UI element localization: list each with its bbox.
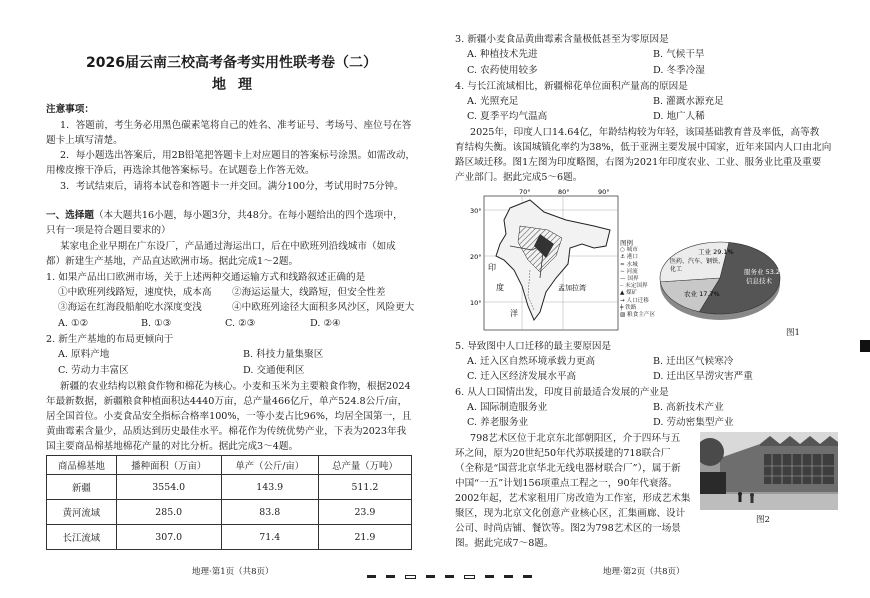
lat-label: 20° <box>470 253 482 261</box>
table-cell: 新疆 <box>47 475 117 500</box>
question-1: 1. 如果产品出口欧洲市场，关于上述两种交通运输方式和线路叙述正确的是 <box>46 272 366 283</box>
section-heading <box>46 209 403 222</box>
legend-item: ∼ 河流 <box>620 268 638 275</box>
lat-label: 30° <box>470 207 482 215</box>
cotton-table <box>46 455 412 550</box>
legend-item: ▨ 粮食主产区 <box>620 312 656 319</box>
stem-line: 年最新数据，新疆粮食种植面积达4440万亩，总产量466亿斤，单产524.8公斤/亩， <box>46 396 408 407</box>
table-row <box>47 500 412 525</box>
q6-option-b[interactable]: B. 高新技术产业 <box>653 402 724 413</box>
column-header: 总产量（万吨） <box>318 456 411 475</box>
note-line: 2．每小题选出答案后，用2B铅笔把答题卡上对应题目的答案标号涂黑。如需改动， <box>60 150 416 161</box>
stem-line: 中国“一五”计划156项重点工程之一，90年代衰落。 <box>455 478 678 489</box>
page-edge-marker <box>860 340 870 352</box>
lon-label: 80° <box>558 188 570 196</box>
pie-note: 化工 <box>670 266 683 273</box>
note-line: 3．考试结束后，请将本试卷和答题卡一并交回。满分100分，考试用时75分钟。 <box>60 181 404 192</box>
statement: ②海运运量大，线路短，但安全性差 <box>232 287 386 298</box>
table-cell: 黄河流域 <box>47 500 117 525</box>
note-line: 用橡皮擦干净后，再选涂其他答案标号。在试题卷上作答无效。 <box>46 165 315 176</box>
note-line: 题卡上填写清楚。 <box>46 135 123 146</box>
legend-item: — 国界 <box>620 276 639 283</box>
q4-option-a[interactable]: A. 光照充足 <box>467 96 519 107</box>
stem-line: 国主要商品棉基地棉花产量的对比分析。据此完成3～4题。 <box>46 441 299 452</box>
stem-line: 公司、时尚店铺、餐饮等。图2为798艺术区的一场景 <box>455 523 681 534</box>
q1-option-a[interactable]: A. ①② <box>58 318 89 329</box>
pie-label-service: 服务业 53.2% <box>744 268 787 276</box>
map-label: 洋 <box>510 309 518 318</box>
map-label: 度 <box>496 283 504 292</box>
table-cell: 83.8 <box>221 500 318 525</box>
q5-option-d[interactable]: D. 迁出区旱涝灾害严重 <box>653 371 753 382</box>
art-district-photo <box>700 432 838 510</box>
pie-label-agri: 农业 17.7% <box>684 290 720 298</box>
q3-option-d[interactable]: D. 冬季冷湿 <box>653 65 705 76</box>
q3-option-c[interactable]: C. 农药使用较多 <box>467 65 538 76</box>
table-cell: 21.9 <box>318 525 411 550</box>
section-desc-2: 只有一项是符合题目要求的） <box>46 225 171 236</box>
exam-title: 2026届云南三校高考备考实用性联考卷（二） <box>86 55 377 71</box>
q5-option-c[interactable]: C. 迁入区经济发展水平高 <box>467 371 577 382</box>
footer-left: 地理·第1页（共8页） <box>192 567 274 577</box>
q6-option-a[interactable]: A. 国际制造服务业 <box>467 402 548 413</box>
column-header: 播种面积（万亩） <box>116 456 221 475</box>
table-cell: 511.2 <box>318 475 411 500</box>
question-5: 5. 导致图中人口迁移的最主要原因是 <box>455 341 612 352</box>
stem-line: 黄曲霉素含量少，品质达到历史最佳水平。棉花作为传统优势产业，下表为2023年我 <box>46 426 407 437</box>
section-title: 一、选择题 <box>46 210 94 221</box>
table-row <box>47 525 412 550</box>
pie-note-service: 信息技术 <box>746 277 772 285</box>
figure2-caption: 图2 <box>756 515 770 525</box>
stem-line: 某家电企业早期在广东设厂，产品通过海运出口，后在中欧班列沿线城市（如成 <box>60 241 396 252</box>
table-row <box>47 475 412 500</box>
column-header: 商品棉基地 <box>47 456 117 475</box>
legend-item: ○ 城市 <box>620 247 638 254</box>
q1-option-d[interactable]: D. ②④ <box>310 318 341 329</box>
industry-pie-chart <box>640 228 800 328</box>
statement: ①中欧班列线路短，速度快，成本高 <box>58 287 212 298</box>
q6-option-d[interactable]: D. 劳动密集型产业 <box>653 417 734 428</box>
q1-option-b[interactable]: B. ①③ <box>141 318 172 329</box>
column-header: 单产（公斤/亩） <box>221 456 318 475</box>
table-cell: 307.0 <box>116 525 221 550</box>
question-6: 6. 从人口国情出发，印度目前最适合发展的产业是 <box>455 387 669 398</box>
stem-line: 居全国首位。小麦食品安全指标合格率100%，一等小麦占比96%，均居全国第一，且 <box>46 411 412 422</box>
legend-item: ▲ 煤矿 <box>620 290 638 297</box>
stem-line: 育结构失衡。该国城镇化率约为38%，低于亚洲主要发展中国家，近年来国内人口由北向 <box>455 142 832 153</box>
q4-option-c[interactable]: C. 夏季平均气温高 <box>467 111 548 122</box>
subject-title: 地理 <box>212 77 264 93</box>
stem-line: 产业部门。据此完成5～6题。 <box>455 172 583 183</box>
q2-option-b[interactable]: B. 科技力量集聚区 <box>243 349 324 360</box>
q1-option-c[interactable]: C. ②③ <box>225 318 256 329</box>
question-4: 4. 与长江流域相比，新疆棉花单位面积产量高的原因是 <box>455 81 688 92</box>
table-cell: 71.4 <box>221 525 318 550</box>
table-cell: 长江流域 <box>47 525 117 550</box>
stem-line: 新疆的农业结构以粮食作物和棉花为核心。小麦和玉米为主要粮食作物，根据2024 <box>60 381 411 392</box>
table-cell: 285.0 <box>116 500 221 525</box>
q3-option-b[interactable]: B. 气候干旱 <box>653 49 705 60</box>
legend-item: → 人口迁移 <box>620 297 649 304</box>
figure1-caption: 图1 <box>786 328 800 338</box>
stem-line: 路区域迁移。图1左图为印度略图，右图为2021年印度农业、工业、服务业比重及重要 <box>455 157 822 168</box>
stem-line: 2002年起，艺术家租用厂房改造为工作室，形成艺术集 <box>455 493 691 504</box>
stem-line: 环之间，原为20世纪50年代苏联援建的718联合厂 <box>455 448 671 459</box>
question-3: 3. 新疆小麦食品黄曲霉素含量极低甚至为零原因是 <box>455 34 669 45</box>
table-cell: 23.9 <box>318 500 411 525</box>
question-2: 2. 新生产基地的布局更倾向于 <box>46 334 174 345</box>
map-label: 孟加拉湾 <box>558 284 586 292</box>
q2-option-d[interactable]: D. 交通便利区 <box>243 365 305 376</box>
pie-label-industry: 工业 29.1% <box>698 248 734 256</box>
stem-line: 图。据此完成7～8题。 <box>455 538 554 549</box>
footer-right: 地理·第2页（共8页） <box>603 567 685 577</box>
lon-label: 70° <box>519 188 531 196</box>
table-cell: 143.9 <box>221 475 318 500</box>
legend-item: ╪ 铁路 <box>620 304 637 311</box>
q2-option-a[interactable]: A. 原料产地 <box>58 349 110 360</box>
legend-title: 图例 <box>620 239 633 247</box>
stem-line: 都）新建生产基地，产品直达欧洲市场。据此完成1～2题。 <box>46 256 299 267</box>
q5-option-b[interactable]: B. 迁出区气候寒冷 <box>653 356 734 367</box>
lat-label: 10° <box>470 299 482 307</box>
q6-option-c[interactable]: C. 养老服务业 <box>467 417 529 428</box>
pie-note: 医药、汽车、钢铁、 <box>670 258 725 265</box>
stem-line: 2025年，印度人口14.64亿，年龄结构较为年轻，该国基础教育普及率低，高等教 <box>470 127 820 138</box>
legend-item: ┄ 未定国界 <box>620 283 648 290</box>
legend-item: ⚓ 港口 <box>620 254 638 261</box>
note-line: 1．答题前，考生务必用黑色碳素笔将自己的姓名、准考证号、考场号、座位号在答 <box>60 120 412 131</box>
statement: ④中欧班列途径大面积多风沙区，风险更大 <box>232 302 415 313</box>
stem-line: （全称是“国营北京华北无线电器材联合厂”），属于新 <box>455 463 681 474</box>
legend-item: ≈ 水城 <box>620 261 638 268</box>
table-header-row <box>47 456 412 475</box>
map-label: 印 <box>488 263 496 272</box>
stem-line: 聚区，现为北京文化创意产业核心区，汇集画廊、设计 <box>455 508 686 519</box>
stem-line: 798艺术区位于北京东北部朝阳区，介于四环与五 <box>470 433 681 444</box>
page-divider <box>362 566 537 585</box>
table-cell: 3554.0 <box>116 475 221 500</box>
q4-option-b[interactable]: B. 灌溉水源充足 <box>653 96 724 107</box>
q2-option-c[interactable]: C. 劳动力丰富区 <box>58 365 129 376</box>
india-map <box>470 186 620 336</box>
q3-option-a[interactable]: A. 种植技术先进 <box>467 49 538 60</box>
section-desc: （本大题共16小题，每小题3分，共48分。在每小题给出的四个选项中， <box>93 210 403 221</box>
notes-heading: 注意事项： <box>46 104 94 115</box>
q5-option-a[interactable]: A. 迁入区自然环境承载力更高 <box>467 356 596 367</box>
lon-label: 90° <box>598 188 610 196</box>
statement: ③海运在红海段船舶吃水深度变浅 <box>58 302 202 313</box>
q4-option-d[interactable]: D. 地广人稀 <box>653 111 705 122</box>
